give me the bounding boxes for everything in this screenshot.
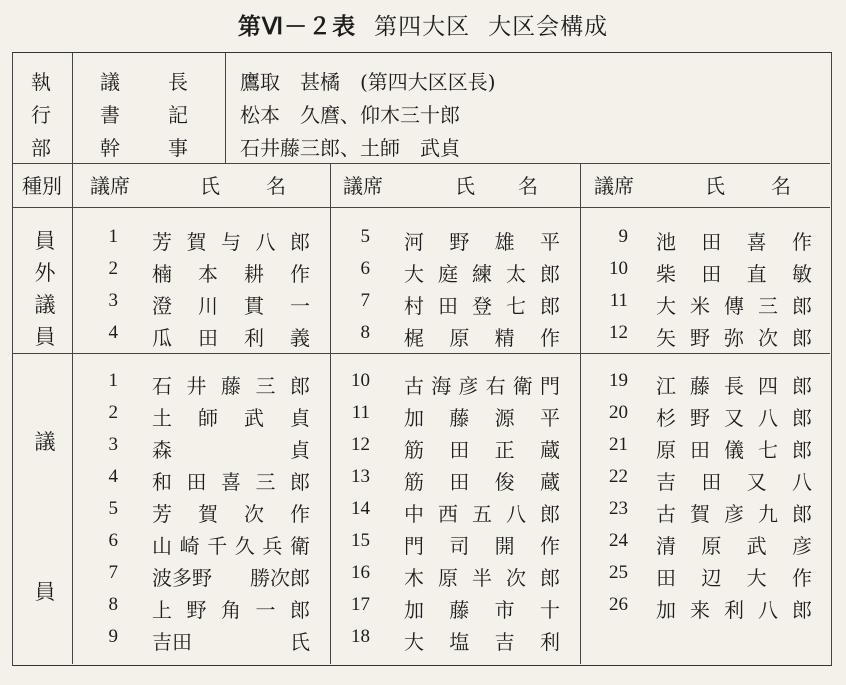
- member-name: [656, 562, 812, 591]
- rule-col-3: [580, 164, 581, 664]
- member-seat-number: 11: [351, 402, 370, 423]
- name-char: 川: [198, 294, 218, 318]
- executive-label-char: 行: [31, 103, 51, 127]
- name-char: 木: [404, 566, 424, 590]
- name-char: 藤: [449, 406, 470, 430]
- name-char: 賀: [198, 502, 218, 526]
- name-char: 郎: [792, 598, 812, 622]
- name-char: 練: [472, 262, 492, 286]
- name-char: 九: [758, 502, 778, 526]
- member-seat-number: 9: [108, 626, 118, 647]
- member-seat-number: 6: [108, 530, 118, 551]
- name-char: 藤: [690, 374, 710, 398]
- name-char: 古: [656, 502, 676, 526]
- name-char: 石: [152, 374, 172, 398]
- external-member-name: [656, 290, 812, 319]
- name-char: 郎: [540, 294, 560, 318]
- name-char: 師: [198, 406, 218, 430]
- name-char: 彦: [724, 502, 744, 526]
- name-char: 米: [690, 294, 710, 318]
- name-char: 郎: [290, 598, 310, 622]
- external-seat-number: 10: [609, 258, 628, 279]
- name-char: 藤: [221, 374, 241, 398]
- member-seat-number: 5: [108, 498, 118, 519]
- name-char: 久: [234, 534, 255, 558]
- name-char: 太: [506, 262, 526, 286]
- external-member-name: [404, 258, 560, 287]
- member-seat-number: 21: [609, 434, 628, 455]
- member-seat-number: 14: [351, 498, 370, 519]
- name-char: 矢: [656, 326, 676, 350]
- header-name-3b: 名: [771, 174, 791, 198]
- name-char: 直: [746, 262, 767, 286]
- name-char: 中: [404, 502, 424, 526]
- member-seat-number: 7: [108, 562, 118, 583]
- external-seat-number: 7: [360, 290, 370, 311]
- member-name: [656, 594, 812, 623]
- name-char: 作: [539, 534, 560, 558]
- role-char: 事: [168, 136, 188, 160]
- name-char: 次: [506, 566, 526, 590]
- name-char: 加: [656, 598, 676, 622]
- name-char: 野: [186, 598, 207, 622]
- name-char: 七: [758, 438, 778, 462]
- name-char: 三: [255, 470, 276, 494]
- name-char: 吉: [656, 470, 676, 494]
- name-char: 山: [152, 534, 172, 558]
- name-char: 田: [656, 566, 676, 590]
- rule-header-bottom: [12, 207, 830, 208]
- name-char: 田: [186, 470, 207, 494]
- name-char: 大: [656, 294, 676, 318]
- name-char: 源: [494, 406, 515, 430]
- member-seat-number: 19: [609, 370, 628, 391]
- name-char: 柴: [656, 262, 676, 286]
- member-name: [656, 466, 812, 495]
- executive-names-2: 石井藤三郎、土師 武貞: [240, 136, 460, 160]
- member-seat-number: 15: [351, 530, 370, 551]
- member-name: [404, 402, 560, 431]
- rule-type-col: [72, 164, 73, 664]
- name-char: 郎: [792, 406, 812, 430]
- external-member-name: [152, 322, 310, 351]
- table-title: [0, 8, 846, 41]
- external-label-char: 員: [34, 229, 56, 253]
- member-name: [404, 434, 560, 463]
- name-char: 郎: [792, 326, 812, 350]
- external-member-name: [656, 322, 812, 351]
- name-char: 西: [438, 502, 458, 526]
- name-part: 波多野: [152, 566, 212, 590]
- name-char: 作: [791, 566, 812, 590]
- name-char: 市: [494, 598, 515, 622]
- name-char: 吉: [494, 630, 515, 654]
- name-char: 原: [701, 534, 722, 558]
- external-member-name: [404, 290, 560, 319]
- name-char: 辺: [701, 566, 722, 590]
- name-char: 一: [255, 598, 276, 622]
- member-name: [152, 498, 310, 527]
- external-seat-number: 12: [609, 322, 628, 343]
- name-char: 千: [207, 534, 228, 558]
- header-seat-3: 議席: [594, 174, 634, 198]
- executive-label-char: 部: [31, 136, 51, 160]
- name-char: 八: [506, 502, 526, 526]
- name-char: 田: [701, 470, 722, 494]
- rule-exec-bottom: [12, 163, 830, 164]
- name-char: 庭: [438, 262, 458, 286]
- district-label: 第四大区: [374, 14, 471, 40]
- name-char: 杉: [656, 406, 676, 430]
- executive-names-0: 鷹取 甚橘 (第四大区区長): [240, 70, 496, 94]
- name-char: 与: [221, 230, 241, 254]
- name-char: 梶: [404, 326, 424, 350]
- member-name: [152, 466, 310, 495]
- name-char: 兵: [262, 534, 283, 558]
- member-seat-number: 20: [609, 402, 628, 423]
- name-char: 喜: [746, 230, 767, 254]
- executive-role-2: [100, 132, 188, 161]
- member-name: [152, 626, 310, 655]
- member-name: [656, 498, 812, 527]
- external-seat-number: 1: [108, 226, 118, 247]
- name-char: 郎: [792, 438, 812, 462]
- name-char: 平: [539, 230, 560, 254]
- name-char: 蔵: [539, 438, 560, 462]
- name-char: 郎: [290, 230, 310, 254]
- member-name: [404, 370, 560, 399]
- name-char: 貫: [244, 294, 264, 318]
- member-name: [152, 562, 310, 591]
- name-char: 作: [791, 230, 812, 254]
- name-char: 筋: [404, 470, 424, 494]
- member-seat-number: 24: [609, 530, 628, 551]
- name-char: 右: [485, 374, 506, 398]
- name-part: 吉田: [152, 630, 192, 654]
- external-seat-number: 3: [108, 290, 118, 311]
- members-label-char: 議: [34, 430, 56, 454]
- name-char: 雄: [494, 230, 515, 254]
- name-char: 次: [758, 326, 778, 350]
- header-name-2b: 名: [518, 174, 538, 198]
- member-name: [404, 562, 560, 591]
- member-seat-number: 3: [108, 434, 118, 455]
- name-char: 武: [244, 406, 264, 430]
- name-char: 原: [656, 438, 676, 462]
- rule-exec-label: [72, 53, 73, 164]
- member-name: [656, 370, 812, 399]
- name-char: 作: [539, 326, 560, 350]
- header-name-2a: 氏: [455, 174, 475, 198]
- executive-names-1: 松本 久麿、仰木三十郎: [240, 103, 460, 127]
- name-char: 加: [404, 598, 424, 622]
- name-part: 森: [152, 438, 172, 462]
- name-char: 大: [746, 566, 767, 590]
- name-char: 池: [656, 230, 676, 254]
- name-char: 大: [404, 630, 424, 654]
- name-char: 弥: [724, 326, 744, 350]
- role-char: 幹: [100, 136, 120, 160]
- name-char: 義: [290, 326, 310, 350]
- name-char: 八: [758, 406, 778, 430]
- member-seat-number: 18: [351, 626, 370, 647]
- name-char: 野: [690, 406, 710, 430]
- name-char: 彦: [458, 374, 479, 398]
- name-char: 平: [539, 406, 560, 430]
- member-name: [656, 530, 812, 559]
- members-label-char: 員: [34, 580, 56, 604]
- executive-role-0: [100, 66, 188, 95]
- name-char: 来: [690, 598, 710, 622]
- name-char: 次: [244, 502, 264, 526]
- name-char: 又: [724, 406, 744, 430]
- member-name: [656, 434, 812, 463]
- role-char: 書: [100, 103, 120, 127]
- member-seat-number: 4: [108, 466, 118, 487]
- member-seat-number: 22: [609, 466, 628, 487]
- rule-exec-role: [225, 53, 226, 164]
- external-member-name: [656, 258, 812, 287]
- member-seat-number: 26: [609, 594, 628, 615]
- header-type: 種別: [22, 174, 62, 198]
- name-char: 村: [404, 294, 424, 318]
- header-name-1a: 氏: [200, 174, 220, 198]
- name-char: 筋: [404, 438, 424, 462]
- name-char: 登: [472, 294, 492, 318]
- name-char: 田: [701, 230, 722, 254]
- name-char: 野: [449, 230, 470, 254]
- name-char: 海: [431, 374, 452, 398]
- member-name: [152, 530, 310, 559]
- member-name: [152, 434, 310, 463]
- external-member-name: [404, 226, 560, 255]
- header-seat-2: 議席: [343, 174, 383, 198]
- name-char: 芳: [152, 230, 172, 254]
- name-char: 半: [472, 566, 492, 590]
- name-char: 田: [198, 326, 218, 350]
- name-char: 上: [152, 598, 172, 622]
- name-char: 郎: [290, 470, 310, 494]
- role-char: 議: [100, 70, 120, 94]
- external-label-char: 員: [34, 325, 56, 349]
- member-name: [404, 466, 560, 495]
- member-name: [404, 530, 560, 559]
- name-char: 門: [404, 534, 424, 558]
- name-char: 郎: [792, 294, 812, 318]
- name-char: 郎: [540, 262, 560, 286]
- name-char: 敏: [791, 262, 812, 286]
- name-char: 加: [404, 406, 424, 430]
- member-seat-number: 10: [351, 370, 370, 391]
- member-name: [656, 402, 812, 431]
- external-member-name: [656, 226, 812, 255]
- name-char: 司: [449, 534, 470, 558]
- name-char: 瓜: [152, 326, 172, 350]
- rule-col-2: [330, 164, 331, 664]
- name-char: 古: [404, 374, 424, 398]
- external-member-name: [152, 258, 310, 287]
- member-seat-number: 16: [351, 562, 370, 583]
- name-char: 芳: [152, 502, 172, 526]
- name-char: 門: [539, 374, 560, 398]
- name-char: 井: [186, 374, 207, 398]
- name-char: 江: [656, 374, 676, 398]
- name-char: 和: [152, 470, 172, 494]
- external-label-char: 議: [34, 293, 56, 317]
- name-char: 清: [656, 534, 676, 558]
- name-char: 彦: [791, 534, 812, 558]
- role-char: 長: [168, 70, 188, 94]
- name-char: 作: [290, 502, 310, 526]
- member-name: [404, 594, 560, 623]
- name-char: 衛: [512, 374, 533, 398]
- name-char: 賀: [186, 230, 207, 254]
- name-part: 貞: [290, 438, 310, 462]
- name-char: 賀: [690, 502, 710, 526]
- member-seat-number: 1: [108, 370, 118, 391]
- external-label-char: 外: [34, 261, 56, 285]
- name-char: 耕: [244, 262, 264, 286]
- name-char: 田: [701, 262, 722, 286]
- name-char: 喜: [221, 470, 241, 494]
- header-name-3a: 氏: [705, 174, 725, 198]
- member-seat-number: 25: [609, 562, 628, 583]
- name-char: 正: [494, 438, 515, 462]
- external-seat-number: 8: [360, 322, 370, 343]
- member-seat-number: 8: [108, 594, 118, 615]
- member-seat-number: 17: [351, 594, 370, 615]
- name-char: 三: [758, 294, 778, 318]
- header-seat-1: 議席: [90, 174, 130, 198]
- external-seat-number: 11: [609, 290, 628, 311]
- name-char: 衛: [289, 534, 310, 558]
- name-char: 八: [255, 230, 276, 254]
- name-char: 八: [791, 470, 812, 494]
- name-char: 田: [438, 294, 458, 318]
- name-char: 蔵: [539, 470, 560, 494]
- name-char: 利: [539, 630, 560, 654]
- name-char: 大: [404, 262, 424, 286]
- subject-label: 大区会構成: [488, 14, 609, 40]
- name-char: 田: [690, 438, 710, 462]
- name-char: 郎: [792, 374, 812, 398]
- external-seat-number: 4: [108, 322, 118, 343]
- name-char: 作: [290, 262, 310, 286]
- role-char: 記: [168, 103, 188, 127]
- name-part: 氏: [290, 630, 310, 654]
- member-name: [152, 370, 310, 399]
- member-seat-number: 13: [351, 466, 370, 487]
- name-char: 塩: [449, 630, 470, 654]
- name-char: 田: [449, 470, 470, 494]
- name-char: 五: [472, 502, 492, 526]
- name-char: 澄: [152, 294, 172, 318]
- name-char: 郎: [290, 374, 310, 398]
- member-name: [152, 402, 310, 431]
- name-char: 利: [244, 326, 264, 350]
- member-name: [404, 626, 560, 655]
- name-char: 野: [690, 326, 710, 350]
- name-char: 開: [494, 534, 515, 558]
- member-seat-number: 2: [108, 402, 118, 423]
- external-seat-number: 6: [360, 258, 370, 279]
- name-char: 武: [746, 534, 767, 558]
- external-seat-number: 5: [360, 226, 370, 247]
- name-char: 崎: [179, 534, 200, 558]
- member-name: [152, 594, 310, 623]
- name-char: 郎: [792, 502, 812, 526]
- name-char: 俊: [494, 470, 515, 494]
- name-char: 角: [221, 598, 241, 622]
- name-char: 一: [290, 294, 310, 318]
- name-char: 儀: [724, 438, 744, 462]
- name-char: 四: [758, 374, 778, 398]
- name-char: 郎: [540, 502, 560, 526]
- executive-role-1: [100, 99, 188, 128]
- name-char: 又: [746, 470, 767, 494]
- name-char: 土: [152, 406, 172, 430]
- external-member-name: [404, 322, 560, 351]
- name-char: 本: [198, 262, 218, 286]
- name-char: 精: [494, 326, 515, 350]
- external-member-name: [152, 226, 310, 255]
- name-char: 十: [539, 598, 560, 622]
- name-part: 勝次郎: [250, 566, 310, 590]
- member-seat-number: 12: [351, 434, 370, 455]
- name-char: 七: [506, 294, 526, 318]
- name-char: 三: [255, 374, 276, 398]
- rule-external-bottom: [12, 353, 830, 354]
- name-char: 郎: [540, 566, 560, 590]
- name-char: 利: [724, 598, 744, 622]
- table-number: 第Ⅵ－２表: [237, 14, 357, 39]
- name-char: 八: [758, 598, 778, 622]
- name-char: 田: [449, 438, 470, 462]
- name-char: 原: [438, 566, 458, 590]
- external-seat-number: 9: [618, 226, 628, 247]
- executive-label-char: 執: [31, 70, 51, 94]
- member-seat-number: 23: [609, 498, 628, 519]
- header-name-1b: 名: [266, 174, 286, 198]
- external-seat-number: 2: [108, 258, 118, 279]
- name-char: 傳: [724, 294, 744, 318]
- name-char: 原: [449, 326, 470, 350]
- member-name: [404, 498, 560, 527]
- name-char: 貞: [290, 406, 310, 430]
- name-char: 河: [404, 230, 424, 254]
- name-char: 楠: [152, 262, 172, 286]
- external-member-name: [152, 290, 310, 319]
- name-char: 長: [724, 374, 744, 398]
- name-char: 藤: [449, 598, 470, 622]
